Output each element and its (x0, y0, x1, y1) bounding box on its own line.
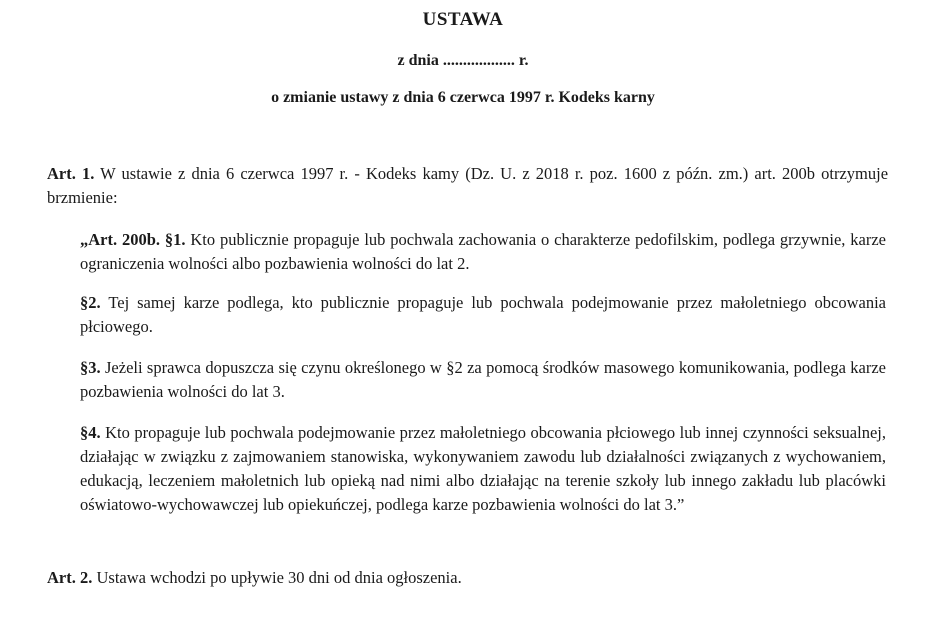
article-2-text: Ustawa wchodzi po upływie 30 dni od dnia ogłoszenia. (96, 568, 462, 587)
document-subtitle: o zmianie ustawy z dnia 6 czerwca 1997 r. Kodeks karny (271, 89, 655, 106)
article-2 (47, 566, 888, 590)
section-3-label: §3. (80, 358, 101, 377)
section-1 (80, 228, 886, 276)
document-date-line: z dnia .................. r. (397, 52, 529, 69)
section-3 (80, 356, 886, 404)
article-1 (47, 162, 888, 210)
section-3-text: Jeżeli sprawca dopuszcza się czynu określonego w §2 za pomocą środków masowego komunikowania, podlega karze pozbawienia wolności do lat 3. (80, 358, 887, 401)
section-1-text: Kto publicznie propaguje lub pochwala zachowania o charakterze pedofilskim, podlega grzywnie, karze ograniczenia wolności albo pozbawienia wolności do lat 2. (80, 230, 886, 273)
section-2-label: §2. (80, 293, 101, 312)
document-title: USTAWA (422, 9, 504, 30)
section-2 (80, 291, 886, 339)
article-1-label: Art. 1. (47, 164, 95, 183)
section-4-text: Kto propaguje lub pochwala podejmowanie przez małoletniego obcowania płciowego lub innej czynności seksualnej, działając w związku z zajmowaniem stanowiska, wykonywaniem zawodu lub działalności związanych z wychowaniem, edukacją, leczeniem małoletnich lub opieką nad nimi albo działając na terenie szkoły lub innego zakładu lub placówki oświatowo-wychowawczej lub opiekuńczej, podlega karze pozbawienia wolności do lat 3.” (80, 423, 887, 514)
article-2-label: Art. 2. (47, 568, 93, 587)
section-4 (80, 421, 886, 517)
section-4-label: §4. (80, 423, 101, 442)
section-2-text: Tej samej karze podlega, kto publicznie propaguje lub pochwala podejmowanie przez małoletniego obcowania płciowego. (80, 293, 886, 336)
article-1-text: W ustawie z dnia 6 czerwca 1997 r. - Kodeks kamy (Dz. U. z 2018 r. poz. 1600 z późn. zm.) art. 200b otrzymuje brzmienie: (47, 164, 889, 207)
section-1-label: „Art. 200b. §1. (80, 230, 186, 249)
